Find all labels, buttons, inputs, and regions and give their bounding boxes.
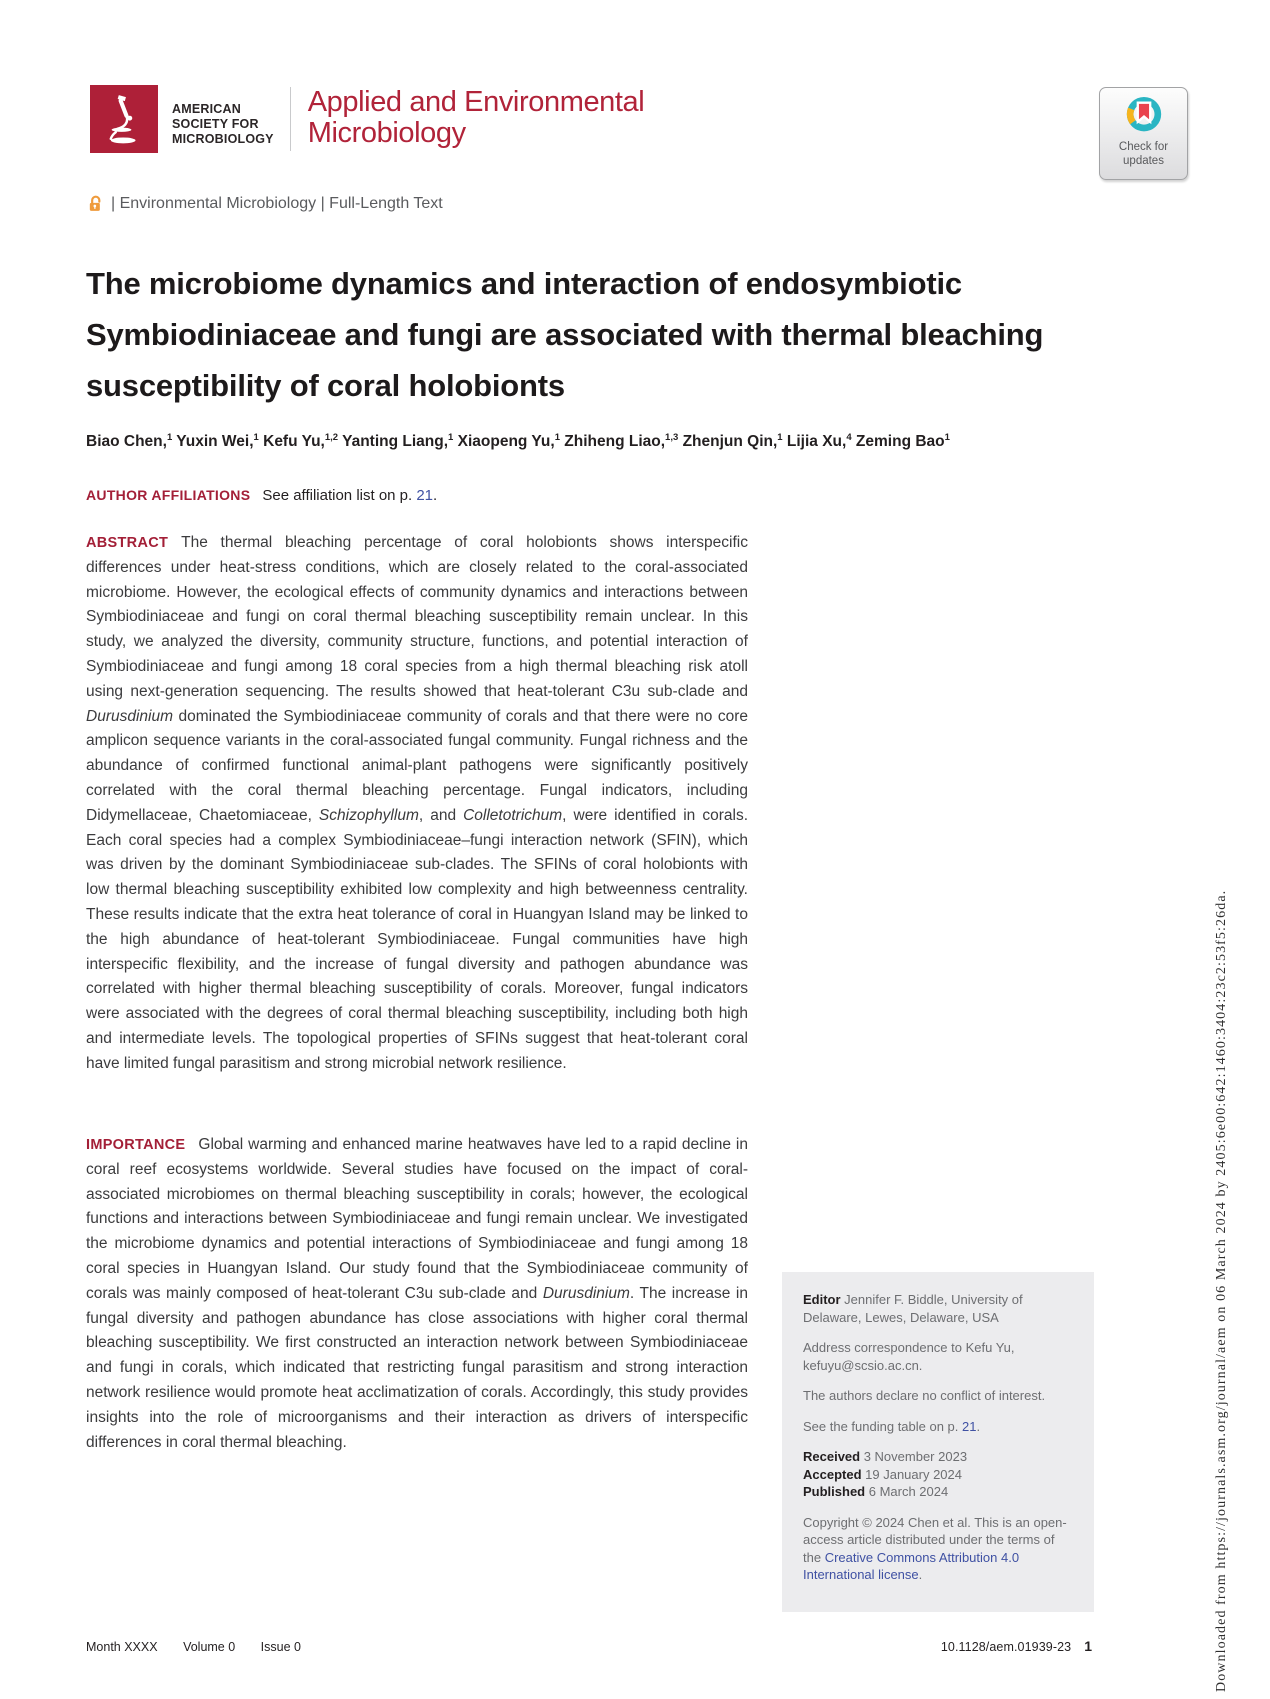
superscript: 1	[448, 431, 454, 443]
text-segment: Lijia Xu,	[782, 433, 847, 450]
text-segment: Jennifer F. Biddle, University of Delaware, Lewes, Delaware, USA	[803, 1292, 1023, 1325]
text-segment: Yuxin Wei,	[172, 433, 254, 450]
journal-title-line2: Microbiology	[307, 117, 466, 149]
text-segment: Zeming Bao	[851, 433, 945, 450]
text-segment: Copyright © 2024 Chen et al. This is an open-access article distributed under the terms of the	[803, 1514, 1067, 1565]
received-date	[803, 1448, 1073, 1466]
journal-title-line1: Applied and Environmental	[307, 86, 645, 118]
copyright-line	[803, 1514, 1073, 1584]
affiliation-page-link[interactable]: 21	[416, 487, 434, 504]
section-kicker-text: | Environmental Microbiology | Full-Length Text	[111, 195, 443, 212]
asm-wordmark-line3: MICROBIOLOGY	[172, 132, 274, 146]
abstract-label: ABSTRACT	[86, 535, 169, 551]
text-segment: Yanting Liang,	[338, 433, 449, 450]
superscript: 1	[944, 431, 950, 443]
footer-issue-info	[86, 1640, 323, 1654]
footer-issue: Issue 0	[260, 1640, 301, 1654]
accepted-date	[803, 1466, 1073, 1484]
author-affiliations	[86, 487, 437, 504]
text-segment: Xiaopeng Yu,	[453, 433, 555, 450]
text-segment: , and	[418, 806, 464, 824]
funding-page-link[interactable]: 21	[962, 1418, 977, 1434]
superscript: 1	[166, 431, 173, 443]
text-segment: Schizophyllum	[318, 806, 419, 824]
text-segment: Address correspondence to Kefu Yu, kefuyu@scsio.ac.cn.	[803, 1340, 1015, 1373]
asm-wordmark-line2: SOCIETY FOR	[172, 117, 259, 131]
text-segment: Colletotrichum	[463, 806, 563, 824]
funding-line	[803, 1418, 1073, 1436]
open-access-lock-icon	[88, 194, 103, 214]
page-footer	[86, 1638, 1092, 1654]
editor-line	[803, 1291, 1073, 1326]
check-for-updates-label-line2: updates	[1123, 154, 1164, 167]
header-divider	[290, 87, 291, 151]
asm-logo	[90, 85, 158, 153]
superscript: 1,2	[324, 431, 339, 443]
text-segment: Published	[803, 1484, 869, 1499]
text-segment: Global warming and enhanced marine heatwaves have led to a rapid decline in coral reef ecosystems worldwide. Several studies have focused on the impact of coral-associated microbiomes on thermal bleaching susceptibility in corals; however, the ecological functions and interactions between Symbiodiniaceae and fungi remain unclear. We investigated the microbiome dynamics and potential interactions of Symbiodiniaceae and fungi among 18 coral species in Huangyan Island. Our study found that the Symbiodiniaceae community of corals was mainly composed of heat-tolerant C3u sub-clade and	[86, 1136, 748, 1302]
importance-label: IMPORTANCE	[86, 1137, 186, 1153]
author-list	[86, 433, 1046, 451]
text-segment: The thermal bleaching percentage of coral holobionts shows interspecific differences under heat-stress conditions, which are closely related to the coral-associated microbiome. However, the ecological effects of community dynamics and interactions between Symbiodiniaceae and fungi on coral thermal bleaching susceptibility remain unclear. In this study, we analyzed the diversity, community structure, functions, and potential interaction of Symbiodiniaceae and fungi among 18 coral species from a high thermal bleaching risk atoll using next-generation sequencing. The results showed that heat-tolerant C3u sub-clade and	[86, 534, 748, 700]
cc-license-link[interactable]: Creative Commons Attribution 4.0 International license	[803, 1549, 1020, 1582]
author-affiliations-label: AUTHOR AFFILIATIONS	[86, 487, 251, 503]
footer-doi: 10.1128/aem.01939-23	[940, 1640, 1072, 1654]
text-segment: dominated the Symbiodiniaceae community of corals and that there were no core amplicon sequence variants in the coral-associated fungal community. Fungal richness and the abundance of confirmed functional animal-plant pathogens were significantly positively correlated with the coral thermal bleaching percentage. Fungal indicators, including Didymellaceae, Chaetomiaceae,	[86, 707, 748, 824]
abstract-section	[86, 531, 748, 1077]
journal-title	[308, 87, 645, 149]
text-segment: . The increase in fungal diversity and pathogen abundance has close associations with higher coral thermal bleaching susceptibility. We first constructed an interaction network between Symbiodiniaceae and fungi in corals, which indicated that restricting fungal parasitism and strong interaction network resilience would promote heat acclimatization of corals. Accordingly, this study provides insights into the role of microorganisms and their interaction as drivers of interspecific differences in coral thermal bleaching.	[86, 1284, 748, 1451]
asm-microscope-icon	[96, 91, 152, 147]
text-segment: Zhenjun Qin,	[678, 433, 778, 450]
text-segment: , were identified in corals. Each coral species had a complex Symbiodiniaceae–fungi interaction network (SFIN), which was driven by the dominant Symbiodiniaceae sub-clades. The SFINs of coral holobionts with low thermal bleaching susceptibility exhibited low complexity and high betweenness centrality. These results indicate that the extra heat tolerance of coral in Huangyan Island may be linked to the high abundance of heat-tolerant Symbiodiniaceae. Fungal communities have high interspecific flexibility, and the increase of fungal diversity and pathogen abundance was correlated with higher thermal bleaching susceptibility of corals. Moreover, fungal indicators were associated with the degrees of coral thermal bleaching susceptibility, including both high and intermediate levels. The topological properties of SFINs suggest that heat-tolerant coral have limited fungal parasitism and strong microbial network resilience.	[86, 806, 748, 1072]
asm-wordmark	[172, 102, 274, 147]
text-segment: Biao Chen,	[86, 433, 167, 450]
text-segment: Accepted	[803, 1466, 866, 1482]
text-segment: Kefu Yu,	[258, 433, 325, 450]
superscript: 1	[777, 431, 783, 443]
correspondence-line	[803, 1339, 1073, 1374]
article-title: The microbiome dynamics and interaction of endosymbiotic Symbiodiniaceae and fungi are associated with thermal bleaching susceptibility of coral holobionts	[86, 266, 1044, 403]
section-kicker	[88, 194, 443, 214]
importance-section	[86, 1133, 748, 1455]
history-dates	[803, 1448, 1073, 1501]
footer-page-number: 1	[1084, 1638, 1092, 1654]
journal-header	[90, 85, 644, 153]
superscript: 1,3	[665, 431, 679, 443]
text-segment: .	[433, 487, 438, 504]
text-segment: 19 January 2024	[865, 1466, 962, 1482]
check-for-updates-badge[interactable]	[1099, 87, 1188, 180]
conflict-of-interest-line	[803, 1387, 1073, 1405]
download-watermark: Downloaded from https://journals.asm.org/journal/aem on 06 March 2024 by 2405:6e00:642:1460:3404:23c2:53f5:26da.	[1214, 889, 1229, 1692]
text-segment: 3 November 2023	[863, 1449, 968, 1464]
author-affiliations-text	[262, 487, 437, 504]
text-segment: Received	[803, 1449, 864, 1464]
abstract-text	[86, 534, 748, 1072]
published-date	[803, 1483, 1073, 1501]
superscript: 1	[253, 431, 259, 443]
check-for-updates-ring-bookmark-icon	[1123, 95, 1165, 139]
text-segment: See the funding table on p.	[803, 1418, 963, 1434]
check-for-updates-label-line1: Check for	[1118, 141, 1169, 153]
text-segment: Editor	[803, 1292, 845, 1307]
text-segment: Durusdinium	[86, 707, 174, 725]
text-segment: Zhiheng Liao,	[559, 433, 666, 450]
importance-text	[86, 1136, 748, 1451]
text-segment: 6 March 2024	[868, 1484, 949, 1499]
text-segment: Durusdinium	[542, 1284, 630, 1302]
asm-wordmark-line1: AMERICAN	[172, 102, 241, 116]
footer-volume: Volume 0	[183, 1640, 236, 1654]
article-metadata-box	[782, 1272, 1094, 1612]
text-segment: See affiliation list on p.	[262, 487, 417, 504]
text-segment: The authors declare no conflict of interest.	[803, 1388, 1046, 1403]
footer-doi-page	[941, 1638, 1092, 1654]
superscript: 1	[554, 431, 560, 443]
text-segment: .	[918, 1567, 923, 1582]
check-for-updates-label	[1119, 141, 1168, 168]
text-segment: .	[976, 1418, 981, 1434]
footer-month: Month XXXX	[86, 1640, 158, 1654]
superscript: 4	[846, 431, 852, 443]
